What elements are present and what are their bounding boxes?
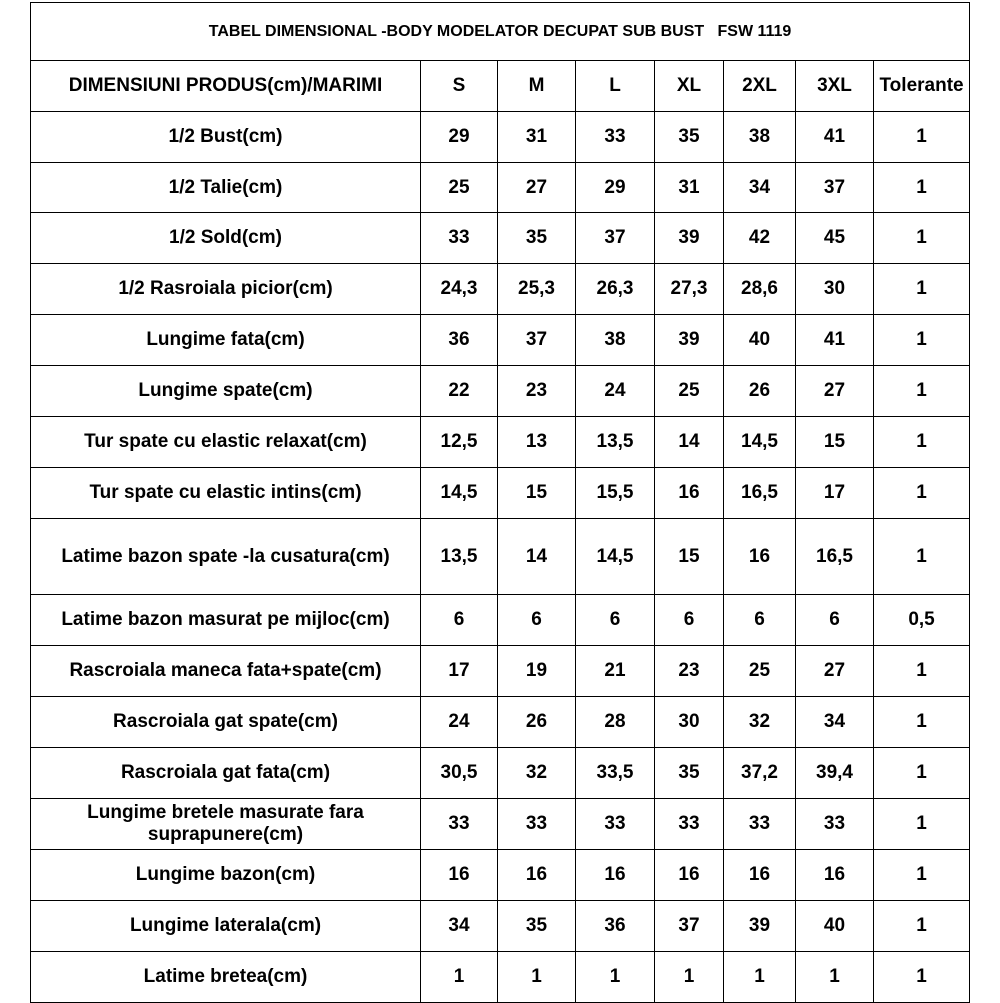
measurement-cell: 26,3 bbox=[576, 264, 655, 315]
tolerance-cell: 1 bbox=[874, 264, 970, 315]
header-size-xl: XL bbox=[655, 61, 724, 112]
header-size-s: S bbox=[421, 61, 498, 112]
measurement-cell: 25 bbox=[724, 646, 796, 697]
measurement-cell: 39 bbox=[655, 315, 724, 366]
measurement-cell: 26 bbox=[498, 697, 576, 748]
table-row bbox=[31, 468, 970, 519]
row-label: Latime bazon spate -la cusatura(cm) bbox=[31, 519, 421, 595]
measurement-cell: 39,4 bbox=[796, 748, 874, 799]
tolerance-cell: 1 bbox=[874, 366, 970, 417]
table-row bbox=[31, 213, 970, 264]
tolerance-cell: 1 bbox=[874, 468, 970, 519]
measurement-cell: 16 bbox=[796, 850, 874, 901]
measurement-cell: 14,5 bbox=[576, 519, 655, 595]
table-row bbox=[31, 595, 970, 646]
measurement-cell: 23 bbox=[498, 366, 576, 417]
measurement-cell: 40 bbox=[724, 315, 796, 366]
header-size-2xl: 2XL bbox=[724, 61, 796, 112]
measurement-cell: 35 bbox=[655, 748, 724, 799]
measurement-cell: 1 bbox=[576, 952, 655, 1003]
tolerance-cell: 1 bbox=[874, 213, 970, 264]
size-chart-table bbox=[30, 2, 970, 1003]
row-label: Latime bretea(cm) bbox=[31, 952, 421, 1003]
measurement-cell: 16 bbox=[421, 850, 498, 901]
measurement-cell: 36 bbox=[576, 901, 655, 952]
measurement-cell: 33,5 bbox=[576, 748, 655, 799]
measurement-cell: 28 bbox=[576, 697, 655, 748]
row-label: Lungime bretele masurate fara suprapunere(cm) bbox=[31, 799, 421, 850]
measurement-cell: 13 bbox=[498, 417, 576, 468]
measurement-cell: 24 bbox=[421, 697, 498, 748]
measurement-cell: 16 bbox=[576, 850, 655, 901]
row-label: Tur spate cu elastic relaxat(cm) bbox=[31, 417, 421, 468]
row-label: 1/2 Sold(cm) bbox=[31, 213, 421, 264]
measurement-cell: 37 bbox=[796, 163, 874, 213]
measurement-cell: 33 bbox=[724, 799, 796, 850]
tolerance-cell: 1 bbox=[874, 163, 970, 213]
measurement-cell: 1 bbox=[724, 952, 796, 1003]
header-size-l: L bbox=[576, 61, 655, 112]
measurement-cell: 6 bbox=[655, 595, 724, 646]
measurement-cell: 22 bbox=[421, 366, 498, 417]
row-label: Rascroiala maneca fata+spate(cm) bbox=[31, 646, 421, 697]
measurement-cell: 27,3 bbox=[655, 264, 724, 315]
measurement-cell: 16 bbox=[655, 850, 724, 901]
table-row bbox=[31, 315, 970, 366]
measurement-cell: 41 bbox=[796, 112, 874, 163]
table-title: TABEL DIMENSIONAL -BODY MODELATOR DECUPAT SUB BUST FSW 1119 bbox=[31, 3, 970, 61]
measurement-cell: 14,5 bbox=[421, 468, 498, 519]
measurement-cell: 45 bbox=[796, 213, 874, 264]
measurement-cell: 6 bbox=[796, 595, 874, 646]
measurement-cell: 27 bbox=[498, 163, 576, 213]
measurement-cell: 12,5 bbox=[421, 417, 498, 468]
row-label: Lungime spate(cm) bbox=[31, 366, 421, 417]
header-row bbox=[31, 61, 970, 112]
measurement-cell: 37 bbox=[498, 315, 576, 366]
measurement-cell: 33 bbox=[498, 799, 576, 850]
measurement-cell: 33 bbox=[576, 799, 655, 850]
measurement-cell: 28,6 bbox=[724, 264, 796, 315]
measurement-cell: 6 bbox=[421, 595, 498, 646]
measurement-cell: 40 bbox=[796, 901, 874, 952]
measurement-cell: 30 bbox=[655, 697, 724, 748]
row-label: Latime bazon masurat pe mijloc(cm) bbox=[31, 595, 421, 646]
row-label: Rascroiala gat fata(cm) bbox=[31, 748, 421, 799]
tolerance-cell: 1 bbox=[874, 417, 970, 468]
table-row bbox=[31, 163, 970, 213]
measurement-cell: 21 bbox=[576, 646, 655, 697]
row-label: Lungime bazon(cm) bbox=[31, 850, 421, 901]
measurement-cell: 16,5 bbox=[724, 468, 796, 519]
measurement-cell: 38 bbox=[724, 112, 796, 163]
title-row bbox=[31, 3, 970, 61]
measurement-cell: 35 bbox=[498, 213, 576, 264]
measurement-cell: 25 bbox=[421, 163, 498, 213]
table-row bbox=[31, 519, 970, 595]
table-row bbox=[31, 264, 970, 315]
tolerance-cell: 1 bbox=[874, 519, 970, 595]
table-row bbox=[31, 850, 970, 901]
tolerance-cell: 0,5 bbox=[874, 595, 970, 646]
measurement-cell: 13,5 bbox=[576, 417, 655, 468]
measurement-cell: 30,5 bbox=[421, 748, 498, 799]
measurement-cell: 16 bbox=[724, 519, 796, 595]
measurement-cell: 32 bbox=[724, 697, 796, 748]
measurement-cell: 15 bbox=[498, 468, 576, 519]
tolerance-cell: 1 bbox=[874, 315, 970, 366]
table-row bbox=[31, 646, 970, 697]
header-tolerance: Tolerante bbox=[874, 61, 970, 112]
table-row bbox=[31, 417, 970, 468]
row-label: Tur spate cu elastic intins(cm) bbox=[31, 468, 421, 519]
tolerance-cell: 1 bbox=[874, 697, 970, 748]
measurement-cell: 6 bbox=[498, 595, 576, 646]
measurement-cell: 34 bbox=[421, 901, 498, 952]
measurement-cell: 13,5 bbox=[421, 519, 498, 595]
measurement-cell: 33 bbox=[421, 213, 498, 264]
measurement-cell: 26 bbox=[724, 366, 796, 417]
measurement-cell: 6 bbox=[724, 595, 796, 646]
measurement-cell: 16,5 bbox=[796, 519, 874, 595]
measurement-cell: 35 bbox=[655, 112, 724, 163]
tolerance-cell: 1 bbox=[874, 646, 970, 697]
table-row bbox=[31, 366, 970, 417]
measurement-cell: 31 bbox=[498, 112, 576, 163]
measurement-cell: 38 bbox=[576, 315, 655, 366]
measurement-cell: 37 bbox=[655, 901, 724, 952]
tolerance-cell: 1 bbox=[874, 901, 970, 952]
row-label: Rascroiala gat spate(cm) bbox=[31, 697, 421, 748]
measurement-cell: 34 bbox=[796, 697, 874, 748]
measurement-cell: 36 bbox=[421, 315, 498, 366]
measurement-cell: 33 bbox=[655, 799, 724, 850]
measurement-cell: 19 bbox=[498, 646, 576, 697]
measurement-cell: 35 bbox=[498, 901, 576, 952]
measurement-cell: 6 bbox=[576, 595, 655, 646]
table-row bbox=[31, 112, 970, 163]
measurement-cell: 17 bbox=[796, 468, 874, 519]
measurement-cell: 39 bbox=[655, 213, 724, 264]
measurement-cell: 16 bbox=[655, 468, 724, 519]
measurement-cell: 14,5 bbox=[724, 417, 796, 468]
row-label: Lungime fata(cm) bbox=[31, 315, 421, 366]
measurement-cell: 27 bbox=[796, 366, 874, 417]
measurement-cell: 1 bbox=[796, 952, 874, 1003]
table-row bbox=[31, 697, 970, 748]
measurement-cell: 37,2 bbox=[724, 748, 796, 799]
measurement-cell: 33 bbox=[796, 799, 874, 850]
measurement-cell: 37 bbox=[576, 213, 655, 264]
measurement-cell: 32 bbox=[498, 748, 576, 799]
table-row bbox=[31, 952, 970, 1003]
measurement-cell: 24 bbox=[576, 366, 655, 417]
measurement-cell: 41 bbox=[796, 315, 874, 366]
measurement-cell: 15 bbox=[655, 519, 724, 595]
measurement-cell: 25,3 bbox=[498, 264, 576, 315]
measurement-cell: 25 bbox=[655, 366, 724, 417]
table-row bbox=[31, 799, 970, 850]
measurement-cell: 29 bbox=[576, 163, 655, 213]
row-label: 1/2 Talie(cm) bbox=[31, 163, 421, 213]
measurement-cell: 15 bbox=[796, 417, 874, 468]
measurement-cell: 33 bbox=[421, 799, 498, 850]
tolerance-cell: 1 bbox=[874, 850, 970, 901]
table-row bbox=[31, 901, 970, 952]
measurement-cell: 16 bbox=[724, 850, 796, 901]
row-label: 1/2 Rasroiala picior(cm) bbox=[31, 264, 421, 315]
measurement-cell: 42 bbox=[724, 213, 796, 264]
measurement-cell: 17 bbox=[421, 646, 498, 697]
measurement-cell: 16 bbox=[498, 850, 576, 901]
measurement-cell: 39 bbox=[724, 901, 796, 952]
measurement-cell: 23 bbox=[655, 646, 724, 697]
measurement-cell: 29 bbox=[421, 112, 498, 163]
header-size-3xl: 3XL bbox=[796, 61, 874, 112]
header-size-m: M bbox=[498, 61, 576, 112]
measurement-cell: 27 bbox=[796, 646, 874, 697]
row-label: 1/2 Bust(cm) bbox=[31, 112, 421, 163]
measurement-cell: 15,5 bbox=[576, 468, 655, 519]
measurement-cell: 24,3 bbox=[421, 264, 498, 315]
measurement-cell: 33 bbox=[576, 112, 655, 163]
measurement-cell: 1 bbox=[421, 952, 498, 1003]
measurement-cell: 1 bbox=[498, 952, 576, 1003]
measurement-cell: 14 bbox=[498, 519, 576, 595]
tolerance-cell: 1 bbox=[874, 112, 970, 163]
measurement-cell: 14 bbox=[655, 417, 724, 468]
row-label: Lungime laterala(cm) bbox=[31, 901, 421, 952]
header-label: DIMENSIUNI PRODUS(cm)/MARIMI bbox=[31, 61, 421, 112]
tolerance-cell: 1 bbox=[874, 799, 970, 850]
measurement-cell: 1 bbox=[655, 952, 724, 1003]
table-row bbox=[31, 748, 970, 799]
tolerance-cell: 1 bbox=[874, 952, 970, 1003]
measurement-cell: 30 bbox=[796, 264, 874, 315]
measurement-cell: 31 bbox=[655, 163, 724, 213]
tolerance-cell: 1 bbox=[874, 748, 970, 799]
measurement-cell: 34 bbox=[724, 163, 796, 213]
